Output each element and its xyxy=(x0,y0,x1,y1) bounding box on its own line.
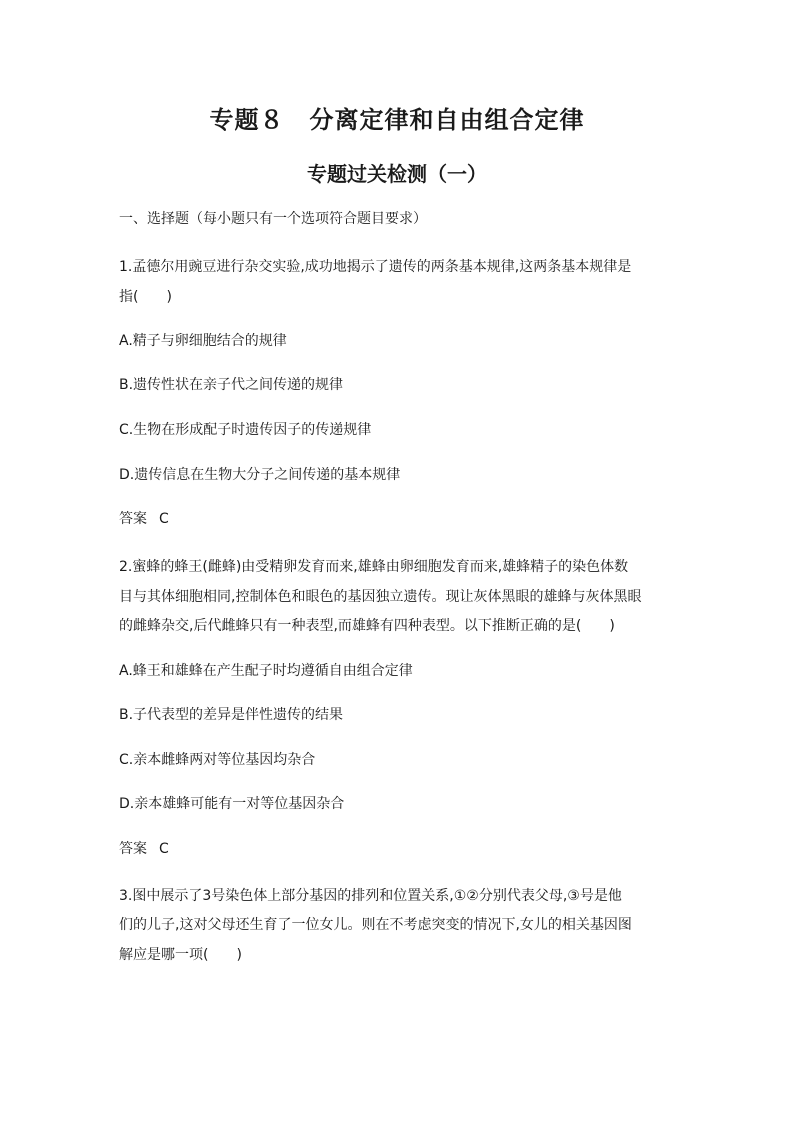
answer-label: 答案 xyxy=(119,511,147,527)
question-2-option-c: C.亲本雌蜂两对等位基因均杂合 xyxy=(119,752,316,768)
answer-value: C xyxy=(159,841,169,857)
question-2-stem-line-1: 2.蜜蜂的蜂王(雌蜂)由受精卵发育而来,雄蜂由卵细胞发育而来,雄蜂精子的染色体数 xyxy=(119,559,629,575)
question-1-answer xyxy=(119,508,679,530)
question-2-stem-line-2: 目与其体细胞相同,控制体色和眼色的基因独立遗传。现让灰体黑眼的雄蜂与灰体黑眼 xyxy=(119,589,642,605)
question-1-option-d: D.遗传信息在生物大分子之间传递的基本规律 xyxy=(119,467,401,483)
answer-label: 答案 xyxy=(119,841,147,857)
question-2-option-b: B.子代表型的差异是伴性遗传的结果 xyxy=(119,707,344,723)
question-1-stem-line-1: 1.孟德尔用豌豆进行杂交实验,成功地揭示了遗传的两条基本规律,这两条基本规律是 xyxy=(119,259,632,275)
question-1-option-a: A.精子与卵细胞结合的规律 xyxy=(119,333,287,349)
question-3-stem-line-1: 3.图中展示了3号染色体上部分基因的排列和位置关系,①②分别代表父母,③号是他 xyxy=(119,888,622,904)
question-1-stem-line-2: 指( ) xyxy=(119,289,172,305)
question-3-stem-line-3: 解应是哪一项( ) xyxy=(119,947,242,963)
question-2-answer xyxy=(119,838,679,860)
question-1-option-b: B.遗传性状在亲子代之间传递的规律 xyxy=(119,377,344,393)
document-title: 专题８ 分离定律和自由组合定律 xyxy=(209,106,585,134)
document-subtitle: 专题过关检测（一） xyxy=(307,162,487,186)
question-2-option-a: A.蜂王和雄蜂在产生配子时均遵循自由组合定律 xyxy=(119,663,413,679)
question-3-stem-line-2: 们的儿子,这对父母还生育了一位女儿。则在不考虑突变的情况下,女儿的相关基因图 xyxy=(119,917,632,933)
section-heading: 一、选择题（每小题只有一个选项符合题目要求） xyxy=(119,211,427,227)
answer-value: C xyxy=(159,511,169,527)
question-2-option-d: D.亲本雄蜂可能有一对等位基因杂合 xyxy=(119,796,345,812)
question-1-option-c: C.生物在形成配子时遗传因子的传递规律 xyxy=(119,422,372,438)
question-2-stem-line-3: 的雌蜂杂交,后代雌蜂只有一种表型,而雄蜂有四种表型。以下推断正确的是( ) xyxy=(119,618,615,634)
